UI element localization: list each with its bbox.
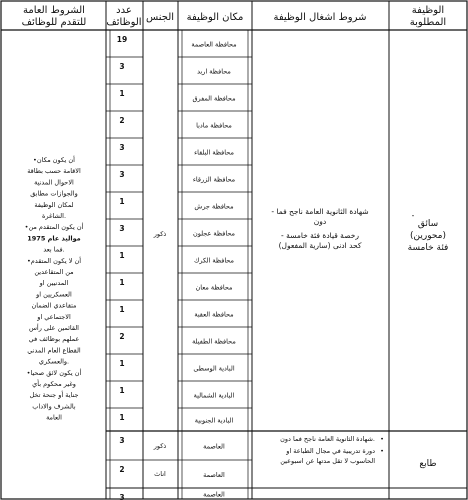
table-row [119, 62, 231, 76]
general-condition-line: وغير محكوم بأي [32, 380, 76, 388]
table-row [119, 436, 225, 451]
driver-job-line2: (محورين) [409, 231, 447, 241]
row-location: محافظة العاصمة [191, 40, 237, 49]
row-location: العاصمة [203, 442, 225, 451]
row-count: 19 [116, 35, 128, 44]
row-location: محافظة العقبة [194, 310, 234, 319]
typist-bullet-1: • [380, 435, 384, 443]
general-condition-line: مواليد عام 1975 [27, 234, 81, 243]
header-job-required-line2: المطلوبة [409, 17, 447, 28]
table-row [119, 89, 235, 103]
row-count: 1 [119, 278, 125, 287]
row-location: العاصمة [203, 490, 225, 499]
header-job-required-line1: الوظيفة [411, 5, 445, 16]
table-row [119, 413, 233, 425]
general-condition-line: الاحوال المدنية [34, 178, 74, 187]
general-condition-line: •أن يكون مكان [33, 156, 75, 164]
table-row [119, 224, 235, 238]
header-count-line2: الوظائف [106, 17, 142, 28]
typist-job: طابع [419, 459, 437, 469]
row-count: 1 [119, 386, 125, 395]
row-location: محافظة البلقاء [194, 148, 234, 157]
driver-job-line3: فئة خامسة [407, 243, 449, 253]
general-condition-line: العسكريين او [36, 290, 72, 299]
row-count: 1 [119, 305, 125, 314]
driver-condition-line2: دون [313, 217, 327, 226]
general-condition-line: القائمين على رأس [29, 324, 79, 332]
row-count: 3 [119, 62, 125, 71]
row-location: البادية الجنوبية [194, 416, 234, 425]
row-location: محافظة معان [195, 283, 233, 292]
row-count: 3 [119, 493, 125, 500]
general-condition-line: المدنيين او [39, 279, 69, 288]
general-condition-line: •أن يكون لائق صحيا [26, 368, 82, 377]
typist-gender-female: اناث [154, 470, 166, 478]
row-location: محافظة الكرك [194, 256, 234, 265]
header-job-location: مكان الوظيفة [186, 12, 244, 23]
row-location: محافظة الطفيلة [192, 337, 236, 346]
general-condition-line: عملهم بوظائف في [28, 335, 80, 344]
typist-job-block [153, 435, 437, 478]
header-general-conditions-line2: للتقدم للوظائف [21, 17, 87, 28]
driver-condition-line1: - شهادة الثانوية العامة ناجح فما [271, 207, 369, 216]
typist-bullet-2: • [380, 447, 384, 455]
table-row [119, 251, 234, 265]
table-row [117, 35, 237, 49]
general-condition-line: الشاغرة. [41, 212, 67, 220]
table-row [119, 465, 225, 479]
driver-condition-line3: - رخصة قيادة فئة خامسة [281, 231, 359, 240]
row-count: 1 [119, 359, 125, 368]
row-location: البادية الشمالية [193, 391, 235, 400]
table-row [119, 116, 232, 130]
general-condition-line: متقاعدي الضمان [31, 301, 77, 310]
header-general-conditions-line1: الشروط العامة [23, 5, 85, 16]
row-count: 2 [119, 465, 125, 474]
table-row [119, 197, 233, 211]
table-row [119, 386, 234, 400]
driver-condition-line4: (سارية المفعول) كحد ادنى [278, 241, 362, 250]
general-condition-line: الاجتماعي او [37, 312, 71, 321]
row-location: محافظة جرش [194, 202, 234, 211]
row-count: 2 [119, 116, 125, 125]
general-condition-line: الاقامة حسب بطاقة [27, 167, 81, 176]
row-count: 1 [119, 413, 125, 422]
row-count: 1 [119, 251, 125, 260]
row-location: محافظة الزرقاء [192, 175, 236, 184]
general-condition-line: جناية أو جنحة تخل [29, 391, 79, 400]
typist-gender-male: ذكور [153, 442, 167, 450]
table-row [119, 278, 232, 292]
row-location: العاصمة [203, 471, 225, 479]
row-location: محافظة المفرق [192, 94, 236, 103]
general-condition-line: من المتقاعدين [34, 268, 74, 276]
row-count: 3 [119, 143, 125, 152]
row-count: 3 [119, 224, 125, 233]
header-count-line1: عدد [116, 5, 132, 16]
table-row [119, 143, 234, 157]
row-count: 1 [119, 89, 125, 98]
row-location: محافظة عجلون [192, 229, 236, 238]
typist-condition-line2: دورة تدريبية في مجال الطباعة او [286, 447, 375, 455]
header-gender: الجنس [145, 12, 175, 23]
general-condition-line: •أن لا يكون المتقدم [26, 256, 82, 265]
general-condition-line: •أن يكون المتقدم من [24, 223, 84, 232]
driver-dash: - [411, 211, 415, 220]
general-condition-line: العامة [46, 413, 62, 422]
general-condition-line: فما بعد. [43, 245, 65, 254]
general-condition-line: بالشرف والاداب [32, 402, 76, 411]
general-condition-line: لمكان الوظيفة [34, 200, 74, 209]
row-count: 3 [119, 436, 125, 445]
row-location: البادية الوسطى [193, 364, 235, 373]
table-row [119, 359, 234, 373]
row-count: 2 [119, 332, 125, 341]
general-condition-line: والعسكري. [38, 357, 70, 366]
row-count: 3 [119, 170, 125, 179]
row-location: محافظة مادبا [196, 121, 232, 130]
driver-job-line1: سائق [417, 219, 439, 229]
table-row [119, 170, 235, 184]
table-row [119, 305, 233, 319]
table-rows [117, 35, 237, 500]
general-conditions [25, 155, 84, 422]
general-condition-line: والجوازات مطابق [30, 189, 78, 198]
typist-condition-line3: الحاسوب لا تقل مدتها عن اسبوعين [280, 457, 375, 465]
table-header [22, 5, 447, 28]
row-count: 1 [119, 197, 125, 206]
header-job-conditions: شروط اشغال الوظيفة [273, 12, 367, 23]
row-location: محافظة اربد [197, 67, 231, 76]
driver-gender: ذكور [153, 230, 167, 238]
general-condition-line: القطاع العام المدني [27, 346, 81, 355]
typist-condition-line1: شهادة الثانوية العامة ناجح فما دون. [280, 435, 375, 443]
